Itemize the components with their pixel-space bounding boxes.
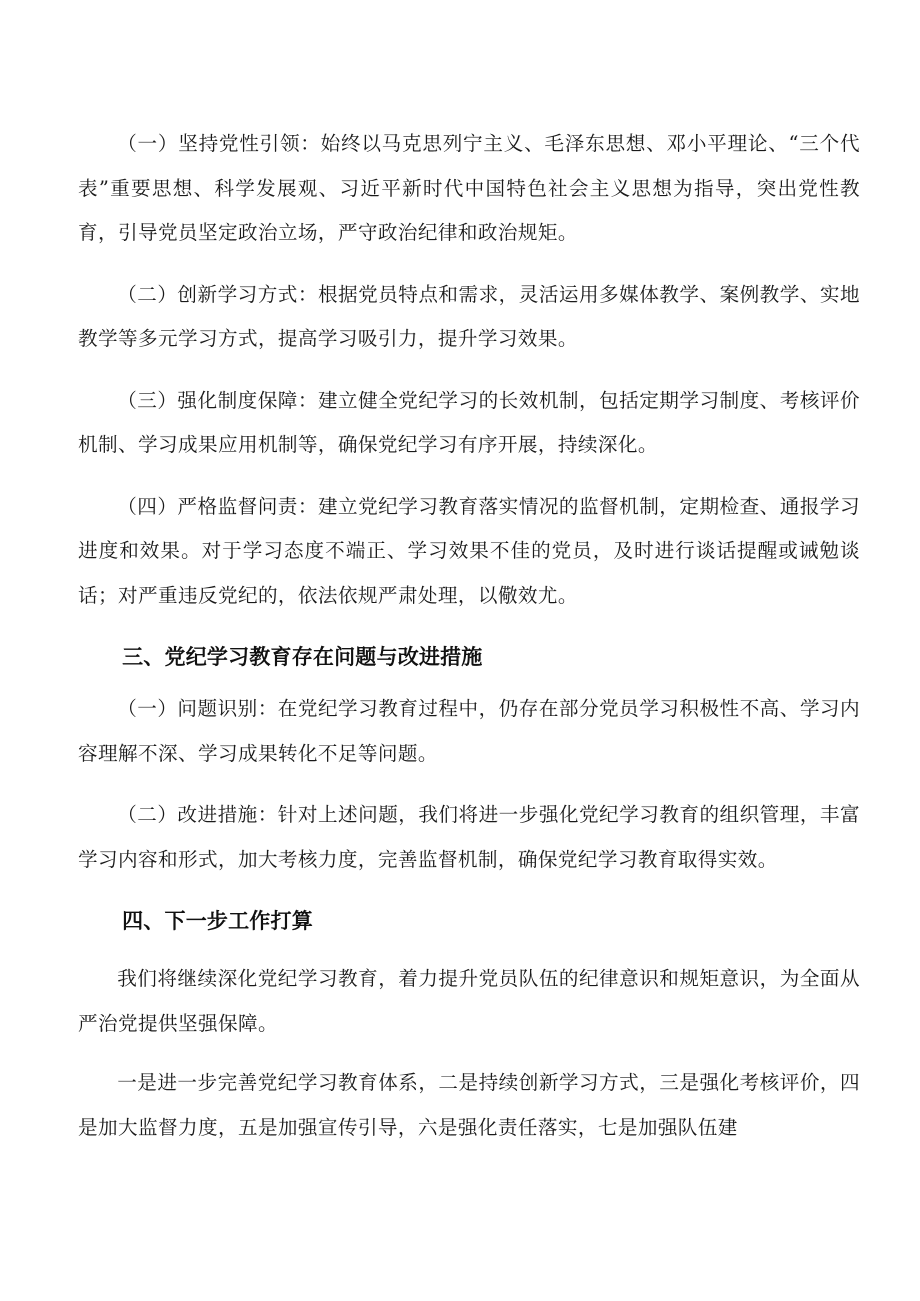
section-heading-problems-improvements: 三、党纪学习教育存在问题与改进措施: [122, 645, 483, 669]
paragraph-next-steps-list: 一是进一步完善党纪学习教育体系，二是持续创新学习方式，三是强化考核评价，四是加大监督力度，五是加强宣传引导，六是强化责任落实，七是加强队伍建: [78, 1071, 860, 1139]
paragraph-problem-identification: （一）问题识别：在党纪学习教育过程中，仍存在部分党员学习积极性不高、学习内容理解不深、学习成果转化不足等问题。: [78, 697, 860, 765]
section-heading-next-steps: 四、下一步工作打算: [122, 909, 313, 933]
paragraph-innovate-learning-methods: （二）创新学习方式：根据党员特点和需求，灵活运用多媒体教学、案例教学、实地教学等多元学习方式，提高学习吸引力，提升学习效果。: [78, 282, 860, 350]
paragraph-improvement-measures: （二）改进措施：针对上述问题，我们将进一步强化党纪学习教育的组织管理，丰富学习内容和形式，加大考核力度，完善监督机制，确保党纪学习教育取得实效。: [78, 803, 860, 871]
paragraph-supervision-accountability: （四）严格监督问责：建立党纪学习教育落实情况的监督机制，定期检查、通报学习进度和效果。对于学习态度不端正、学习效果不佳的党员，及时进行谈话提醒或诫勉谈话；对严重违反党纪的，依法依规严肃处理，以儆效尤。: [78, 494, 860, 607]
paragraph-party-spirit-guidance: （一）坚持党性引领：始终以马克思列宁主义、毛泽东思想、邓小平理论、“三个代表”重要思想、科学发展观、习近平新时代中国特色社会主义思想为指导，突出党性教育，引导党员坚定政治立场，严守政治纪律和政治规矩。: [78, 132, 860, 244]
paragraph-institutional-guarantee: （三）强化制度保障：建立健全党纪学习的长效机制，包括定期学习制度、考核评价机制、学习成果应用机制等，确保党纪学习有序开展，持续深化。: [78, 388, 860, 456]
paragraph-next-steps-summary: 我们将继续深化党纪学习教育，着力提升党员队伍的纪律意识和规矩意识，为全面从严治党提供坚强保障。: [78, 967, 860, 1035]
